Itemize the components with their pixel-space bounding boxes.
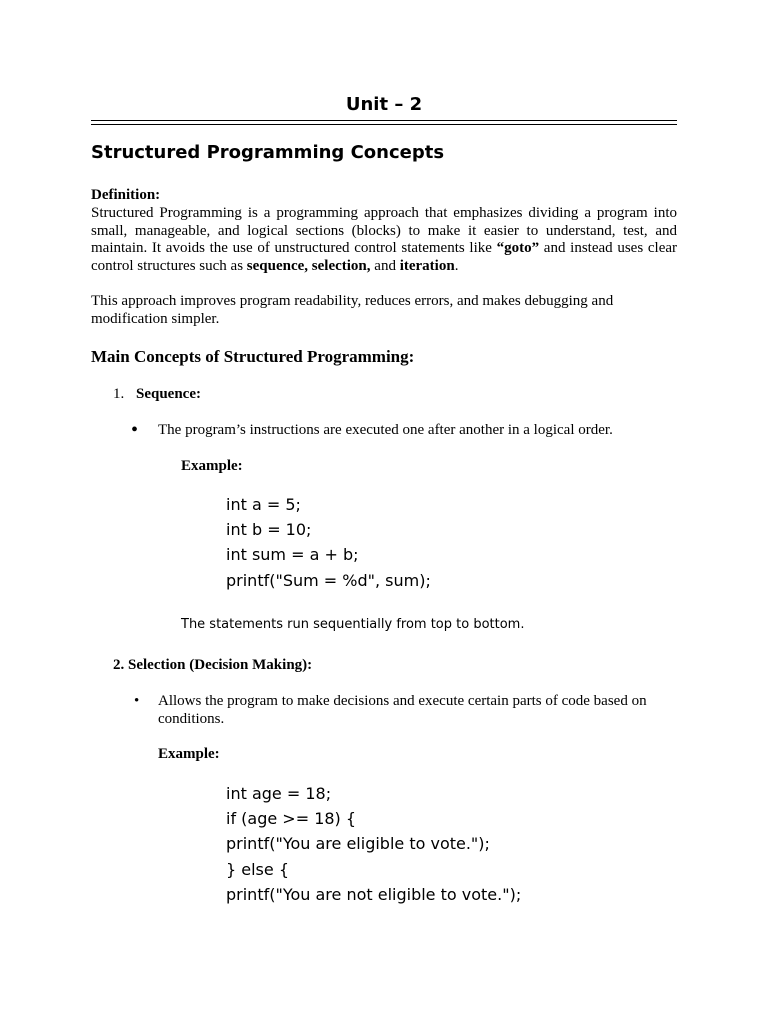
sequence-number: 1. <box>113 386 125 402</box>
main-concepts-heading: Main Concepts of Structured Programming: <box>91 347 415 366</box>
control-terms: sequence, selection, <box>246 257 371 274</box>
definition-paragraph <box>91 205 677 275</box>
title-rule-bottom <box>91 124 677 125</box>
section-title: Structured Programming Concepts <box>91 142 445 163</box>
definition-period: . <box>454 257 459 274</box>
goto-term: “goto” <box>496 240 540 257</box>
code-line: printf("Sum = %d", sum); <box>226 570 431 590</box>
approach-paragraph: This approach improves program readability, reduces errors, and makes debugging and modification simpler. <box>91 293 614 327</box>
code-line: int b = 10; <box>226 520 312 540</box>
selection-heading: 2. Selection (Decision Making): <box>113 657 313 673</box>
code-line: } else { <box>226 859 289 879</box>
code-line: int age = 18; <box>226 784 332 803</box>
code-line: if (age >= 18) { <box>226 809 357 829</box>
iteration-term: iteration <box>399 257 455 274</box>
bullet-icon: • <box>131 419 139 441</box>
sequence-heading: Sequence: <box>136 386 201 402</box>
code-line: int sum = a + b; <box>226 545 359 565</box>
sequence-bullet-text: The program’s instructions are executed one after another in a logical order. <box>158 422 613 438</box>
definition-text-2: and instead uses clear control structures such as <box>91 240 678 274</box>
and-word: and <box>370 257 400 274</box>
definition-label: Definition: <box>91 187 161 203</box>
sequence-example-label: Example: <box>181 458 243 474</box>
selection-bullet-text: Allows the program to make decisions and execute certain parts of code based on conditions. <box>158 693 647 727</box>
sequence-note: The statements run sequentially from top to bottom. <box>181 617 525 632</box>
selection-code-block <box>226 781 521 907</box>
code-line: printf("You are eligible to vote."); <box>226 834 490 854</box>
sequence-code-block <box>226 492 431 593</box>
selection-example-label: Example: <box>158 746 220 762</box>
bullet-icon: • <box>134 693 140 709</box>
unit-title: Unit – 2 <box>345 94 423 115</box>
definition-text-1: Structured Programming is a programming approach that emphasizes dividing a program into small, manageable, and logical sections (blocks) to make it easier to understand, test, and maintain. It avoids the use of unstructured control statements like <box>91 205 677 257</box>
code-line: int a = 5; <box>226 495 301 514</box>
code-line: printf("You are not eligible to vote."); <box>226 884 522 904</box>
title-rule-top <box>91 120 677 121</box>
